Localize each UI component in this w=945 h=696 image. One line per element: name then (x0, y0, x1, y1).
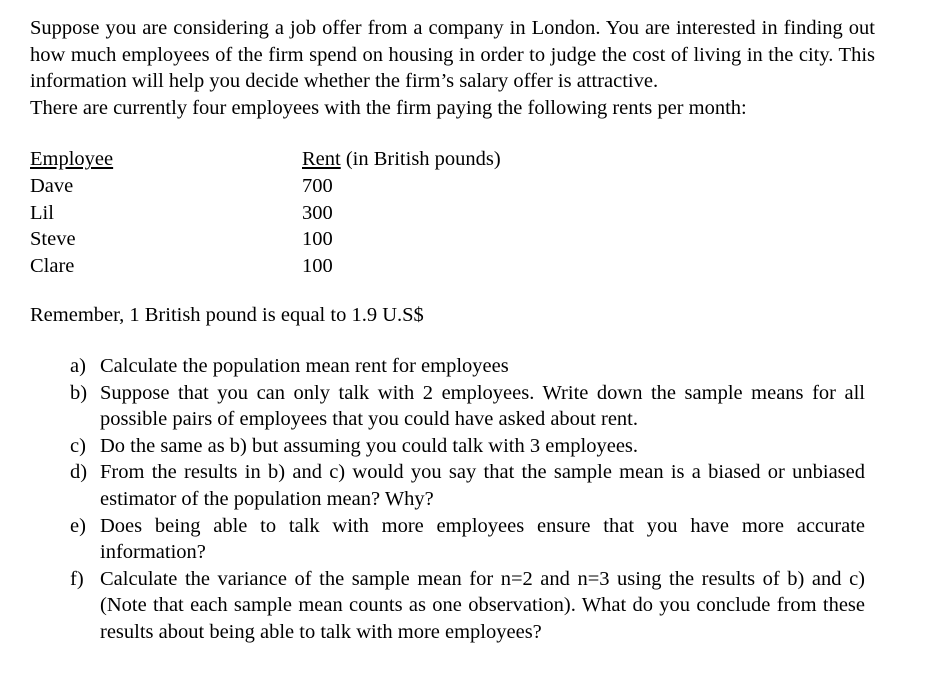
employee-name: Dave (30, 174, 74, 197)
question-letter: f) (70, 567, 84, 590)
question-letter: d) (70, 461, 88, 484)
question-letter: b) (70, 381, 88, 404)
exchange-rate-note: Remember, 1 British pound is equal to 1.9 U.S$ (30, 304, 424, 327)
question-list (70, 353, 865, 646)
table-row (30, 173, 875, 200)
question-e (70, 513, 865, 566)
employee-name: Lil (30, 201, 54, 224)
rent-header-suffix: (in British pounds) (340, 148, 501, 171)
table-row (30, 226, 875, 253)
employee-column-header: Employee (30, 148, 114, 171)
employee-name: Steve (30, 228, 76, 251)
intro-paragraph: Suppose you are considering a job offer from a company in London. You are interested in finding out how much employees of the firm spend on housing in order to judge the cost of living in the city. This information will help you decide whether the firm’s salary offer is attractive. (30, 17, 875, 93)
question-text: Calculate the population mean rent for employees (100, 354, 509, 377)
table-row (30, 200, 875, 227)
rent-column-header (302, 146, 501, 173)
question-f (70, 566, 865, 646)
rent-table (30, 146, 875, 279)
rent-header-underlined: Rent (302, 148, 341, 171)
question-letter: e) (70, 514, 86, 537)
intro-sentence: There are currently four employees with the firm paying the following rents per month: (30, 96, 747, 119)
question-text: Does being able to talk with more employees ensure that you have more accurate information? (100, 514, 865, 564)
employee-name: Clare (30, 254, 75, 277)
question-letter: a) (70, 354, 86, 377)
rent-value: 300 (302, 201, 333, 224)
rent-value: 700 (302, 174, 333, 197)
question-c (70, 433, 865, 460)
question-text: Do the same as b) but assuming you could talk with 3 employees. (100, 434, 639, 457)
document-page (30, 15, 875, 646)
question-b (70, 380, 865, 433)
question-a (70, 353, 865, 380)
table-row (30, 253, 875, 280)
question-d (70, 459, 865, 512)
question-text: Calculate the variance of the sample mean for n=2 and n=3 using the results of b) and c) (Note that each sample mean counts as one observation). What do you conclude from these results about being able to talk with more employees? (100, 567, 865, 643)
rent-table-header (30, 146, 875, 173)
question-letter: c) (70, 434, 86, 457)
question-text: From the results in b) and c) would you say that the sample mean is a biased or unbiased estimator of the population mean? Why? (100, 461, 865, 510)
question-text: Suppose that you can only talk with 2 employees. Write down the sample means for all possible pairs of employees that you could have asked about rent. (100, 381, 865, 431)
rent-value: 100 (302, 228, 333, 251)
rent-value: 100 (302, 254, 333, 277)
